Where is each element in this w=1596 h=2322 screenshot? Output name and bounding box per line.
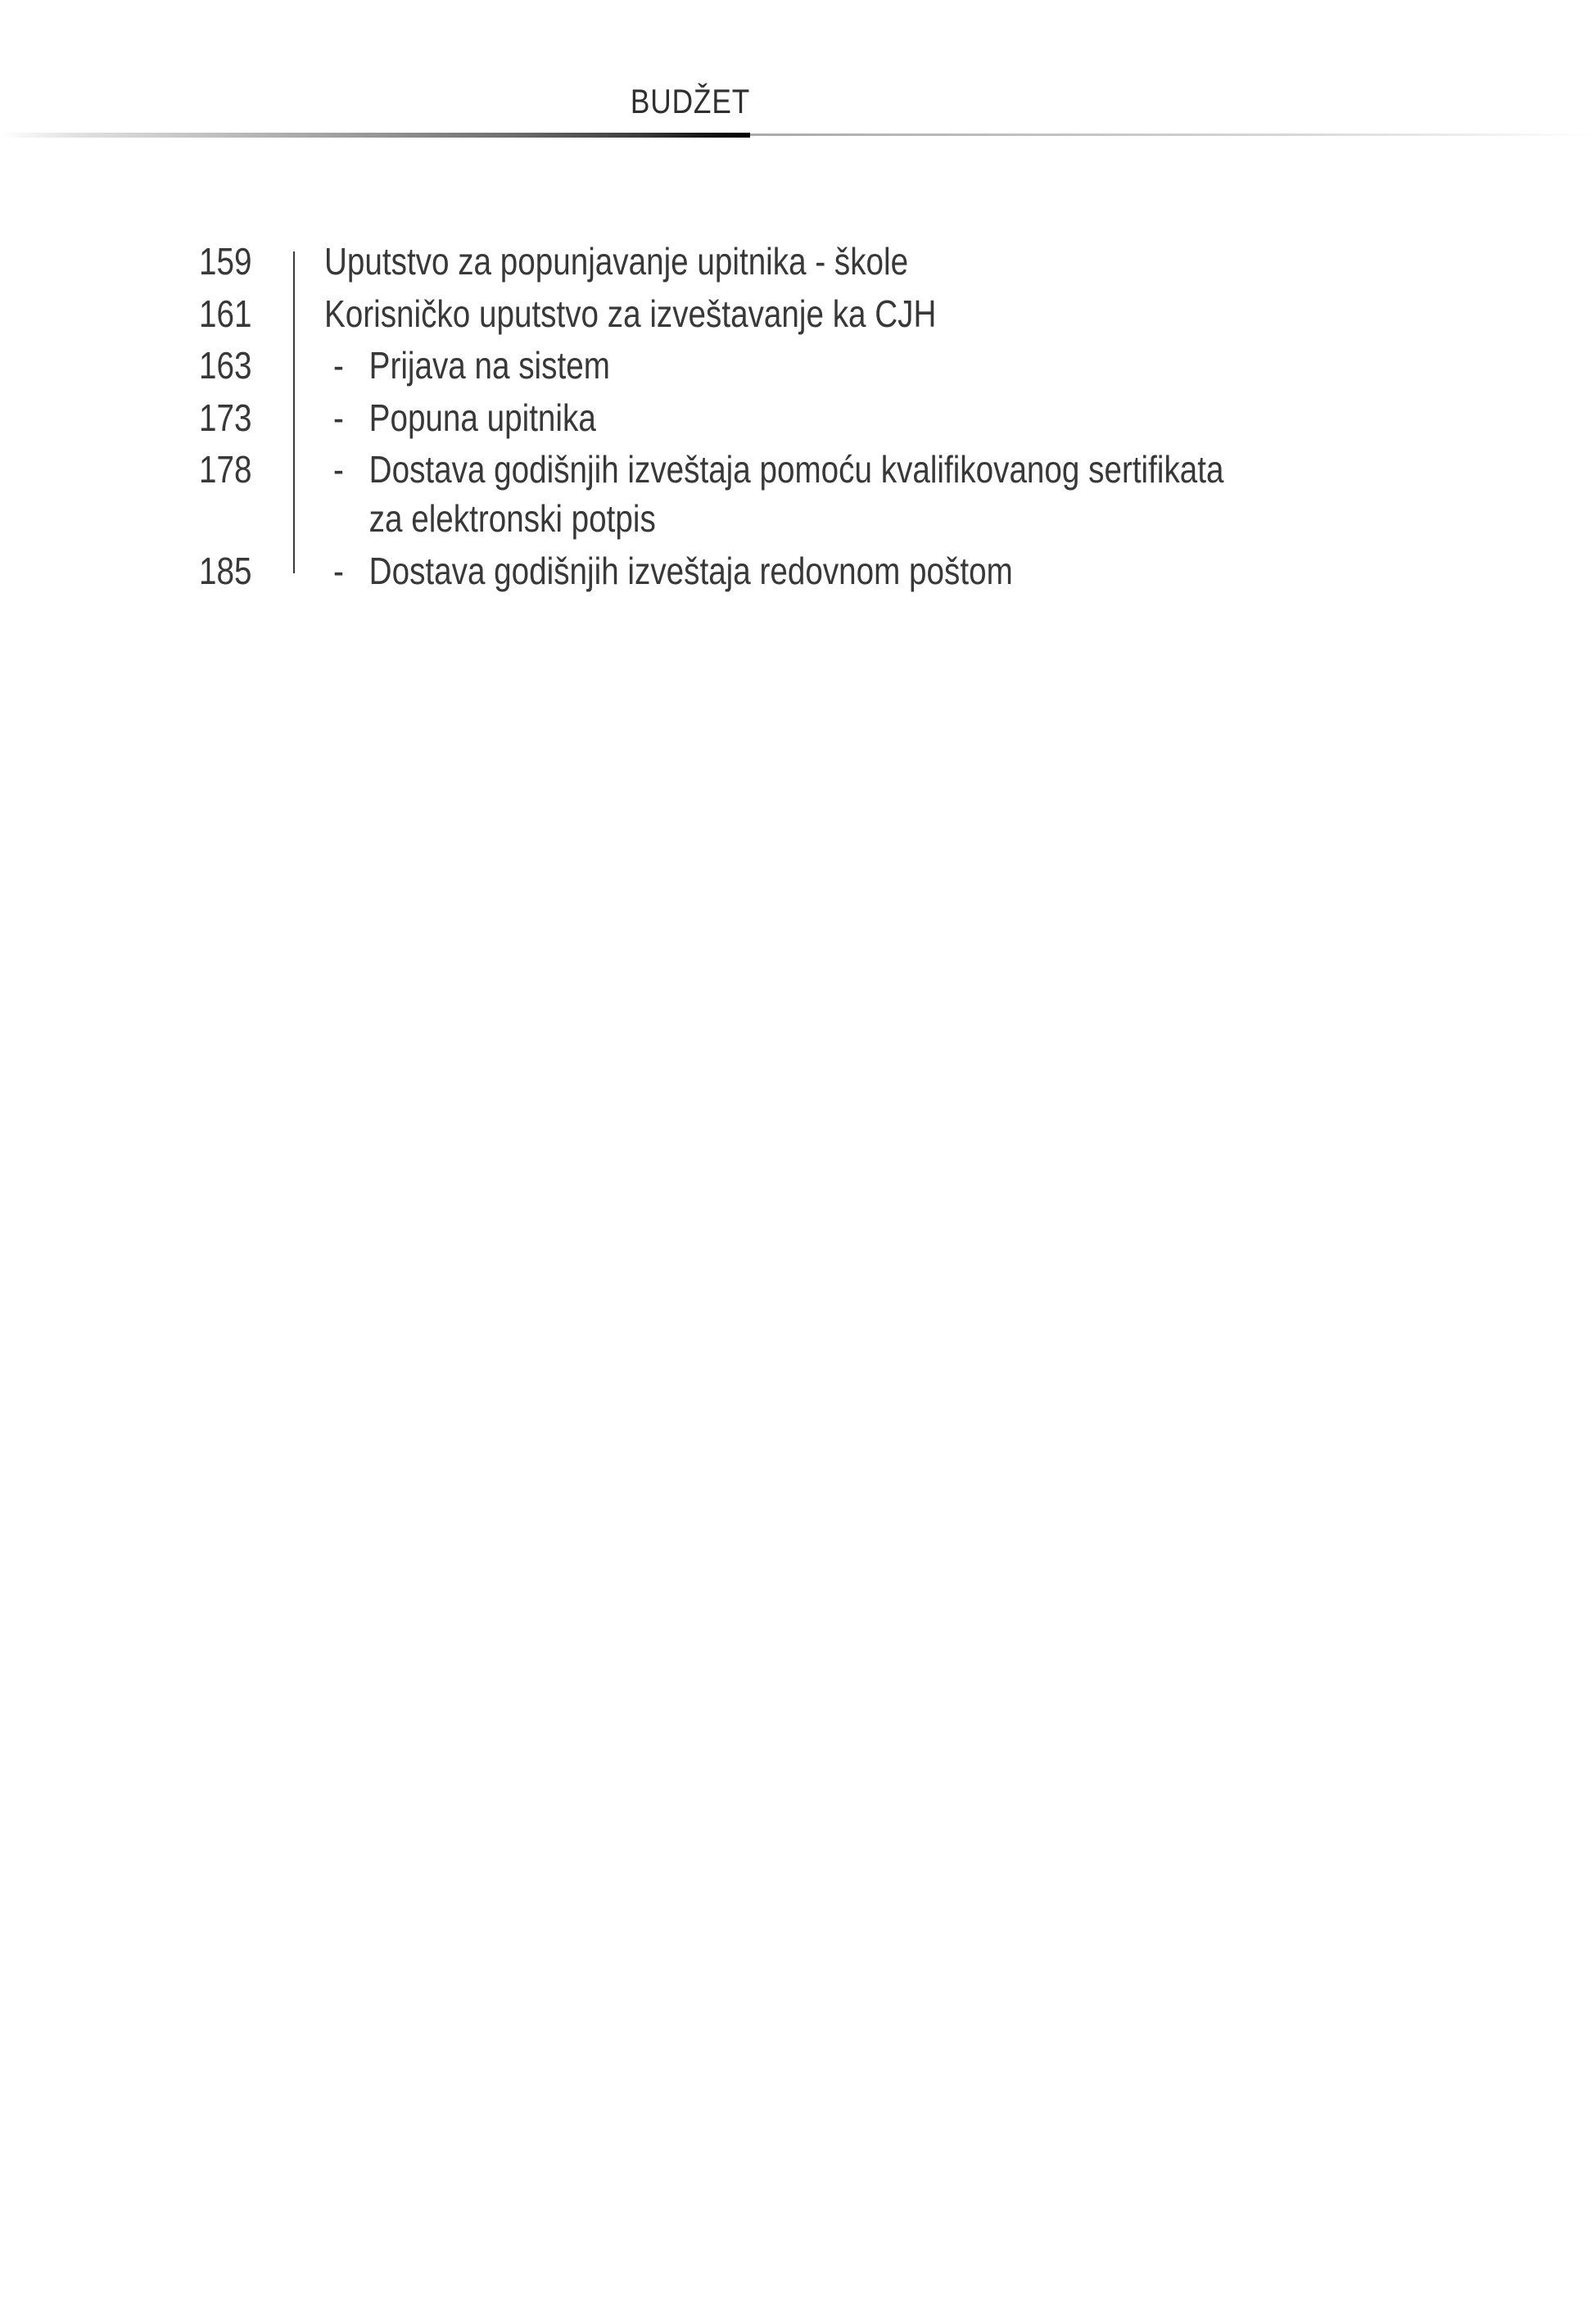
dash-bullet: - — [333, 549, 344, 592]
toc-row — [0, 445, 1596, 543]
toc-page-number: 163 — [199, 344, 252, 387]
dash-bullet: - — [333, 396, 344, 439]
toc-page-number: 161 — [199, 292, 252, 335]
toc-row — [0, 237, 1596, 286]
toc-row — [0, 546, 1596, 595]
toc-label: Prijava na sistem — [368, 344, 610, 387]
header-rule-light-segment — [750, 134, 1596, 136]
dash-bullet: - — [333, 448, 344, 491]
toc-label: Dostava godišnjih izveštaja redovnom poštom — [368, 549, 1013, 592]
toc-entry — [333, 546, 1365, 595]
toc-page-number: 178 — [199, 448, 252, 491]
toc-label: Uputstvo za popunjavanje upitnika - škole — [324, 240, 909, 283]
toc-page-number: 159 — [199, 240, 252, 283]
toc-page-number: 185 — [199, 549, 252, 592]
toc-entry — [324, 237, 1356, 286]
page-title: BUDŽET — [630, 82, 750, 120]
header-rule-dark-segment — [0, 133, 750, 138]
toc-entry — [333, 445, 1365, 543]
header — [0, 84, 1380, 119]
toc-label: Dostava godišnjih izveštaja pomoću kvalifikovanog sertifikata za elektronski potpis — [368, 448, 1224, 540]
toc-row — [0, 393, 1596, 442]
toc-page-number: 173 — [199, 396, 252, 439]
toc-label: Korisničko uputstvo za izveštavanje ka CJH — [324, 292, 937, 335]
toc-entry — [333, 341, 1365, 390]
dash-bullet: - — [333, 344, 344, 387]
toc-row — [0, 341, 1596, 390]
toc-entry — [333, 393, 1365, 442]
toc-row — [0, 289, 1596, 338]
toc-list — [0, 237, 1596, 598]
toc-label: Popuna upitnika — [368, 396, 596, 439]
toc-entry — [324, 289, 1356, 338]
